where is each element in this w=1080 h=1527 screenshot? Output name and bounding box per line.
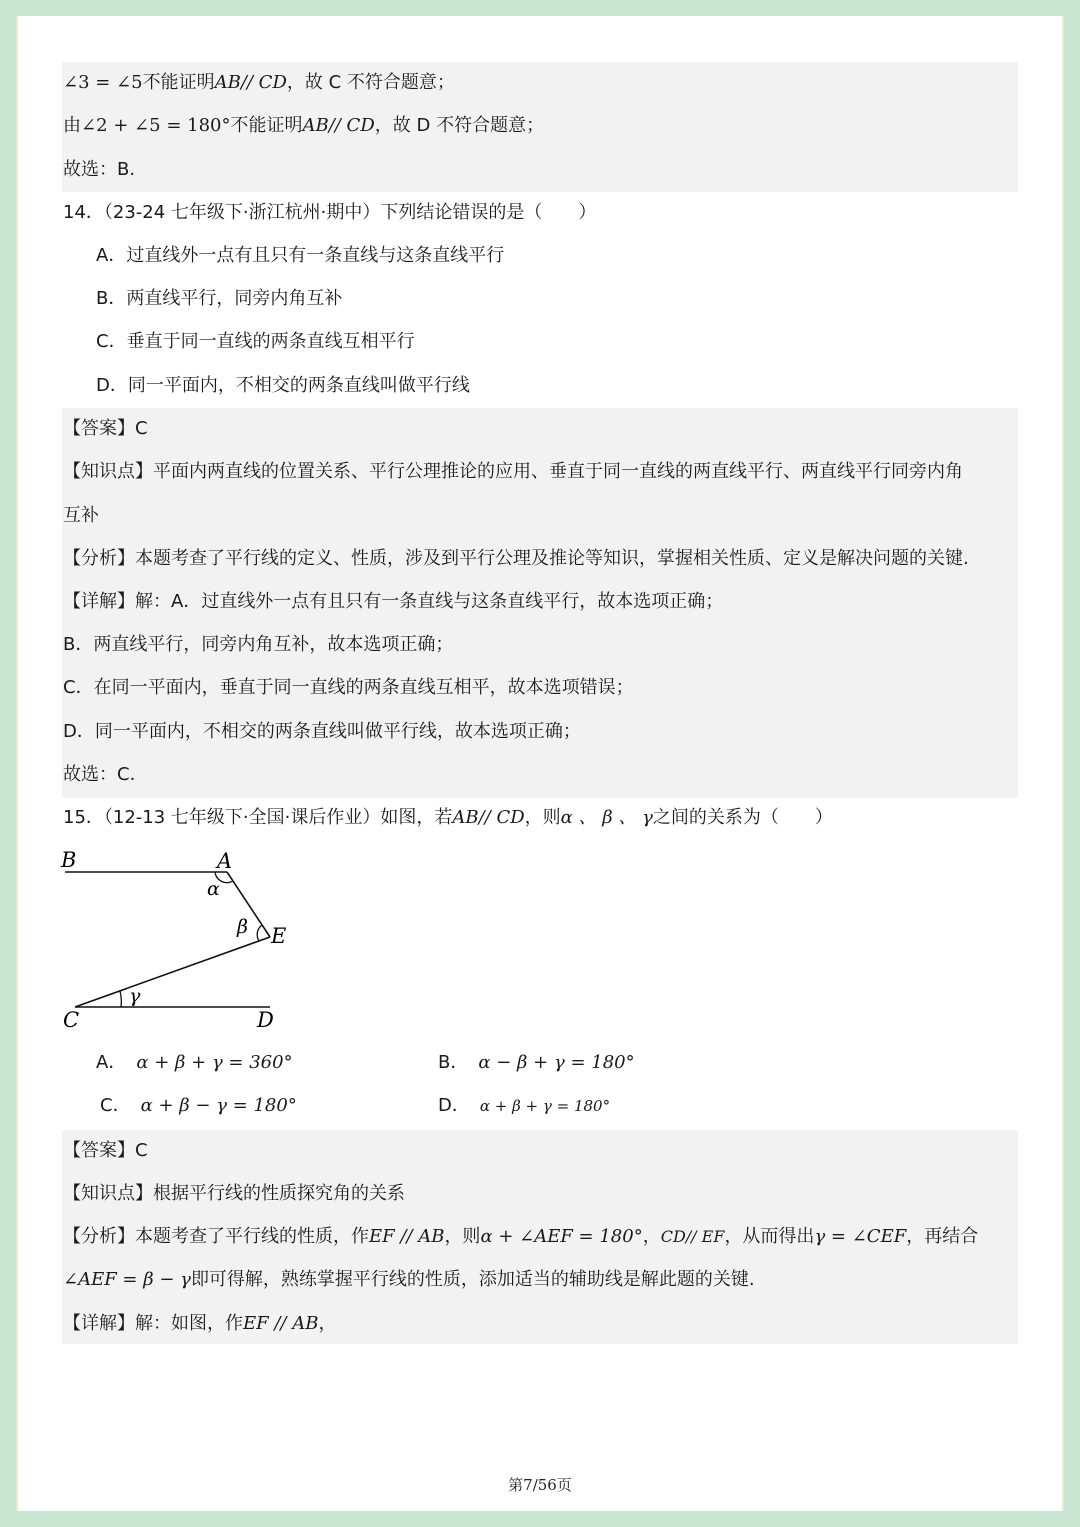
angle-beta-arc (257, 925, 262, 941)
q15-stem: 15．（12-13 七年级下·全国·课后作业）如图，若AB// CD，则α 、 β 、 γ之间的关系为（ ） (63, 807, 833, 828)
q14-option-c: C．垂直于同一直线的两条直线互相平行 (96, 331, 415, 352)
q14-detail-1: 【详解】解：A．过直线外一点有且只有一条直线与这条直线平行，故本选项正确； (63, 591, 724, 612)
label-e: E (271, 924, 287, 948)
prev-answer-line-2: 由∠2 + ∠5 = 180°不能证明AB// CD，故 D 不符合题意； (63, 115, 545, 136)
q15-answer: 【答案】C (63, 1140, 148, 1161)
q15-option-b: B． α − β + γ = 180° (438, 1052, 635, 1073)
q14-detail-5: 故选：C. (63, 764, 136, 785)
label-d: D (257, 1008, 274, 1032)
label-alpha: α (207, 878, 220, 900)
q14-detail-3: C．在同一平面内，垂直于同一直线的两条直线互相平，故本选项错误； (63, 677, 634, 698)
q15-detail: 【详解】解：如图，作EF // AB， (63, 1313, 337, 1334)
q14-detail-2: B．两直线平行，同旁内角互补，故本选项正确； (63, 634, 454, 655)
q14-option-d: D．同一平面内，不相交的两条直线叫做平行线 (96, 375, 470, 396)
q14-option-a: A．过直线外一点有且只有一条直线与这条直线平行 (96, 245, 505, 266)
q14-option-b: B．两直线平行，同旁内角互补 (96, 288, 343, 309)
label-beta: β (237, 916, 248, 938)
q15-option-d: D． α + β + γ = 180° (438, 1095, 611, 1116)
q15-option-a: A． α + β + γ = 360° (96, 1052, 293, 1073)
page-number: 第7/56页 (508, 1476, 572, 1494)
line-ec (75, 937, 270, 1007)
q14-knowledge-2: 互补 (63, 505, 99, 526)
q15-analysis-1: 【分析】本题考查了平行线的性质，作EF // AB，则α + ∠AEF = 180°，CD// EF，从而得出γ = ∠CEF，再结合 (63, 1226, 979, 1247)
line-ae (227, 872, 270, 937)
q15-option-c: C． α + β − γ = 180° (100, 1095, 297, 1116)
label-c: C (63, 1008, 80, 1032)
q15-analysis-2: ∠AEF = β − γ即可得解，熟练掌握平行线的性质，添加适当的辅助线是解此题的关键. (63, 1269, 755, 1290)
label-gamma: γ (129, 985, 141, 1007)
prev-answer-line-3: 故选：B. (63, 159, 136, 180)
q14-answer: 【答案】C (63, 418, 148, 439)
label-a: A (217, 849, 233, 873)
q14-knowledge-1: 【知识点】平面内两直线的位置关系、平行公理推论的应用、垂直于同一直线的两直线平行、两直线平行同旁内角 (63, 461, 963, 482)
angle-gamma-arc (120, 991, 121, 1007)
q14-detail-4: D．同一平面内，不相交的两条直线叫做平行线，故本选项正确； (63, 721, 581, 742)
q15-figure (55, 845, 315, 1035)
q15-knowledge: 【知识点】根据平行线的性质探究角的关系 (63, 1183, 405, 1204)
q14-stem: 14．（23-24 七年级下·浙江杭州·期中）下列结论错误的是（ ） (63, 202, 597, 223)
q14-analysis: 【分析】本题考查了平行线的定义、性质，涉及到平行公理及推论等知识，掌握相关性质、定义是解决问题的关键. (63, 548, 969, 569)
prev-answer-line-1: ∠3 = ∠5不能证明AB// CD，故 C 不符合题意； (63, 72, 455, 93)
label-b: B (61, 848, 77, 872)
